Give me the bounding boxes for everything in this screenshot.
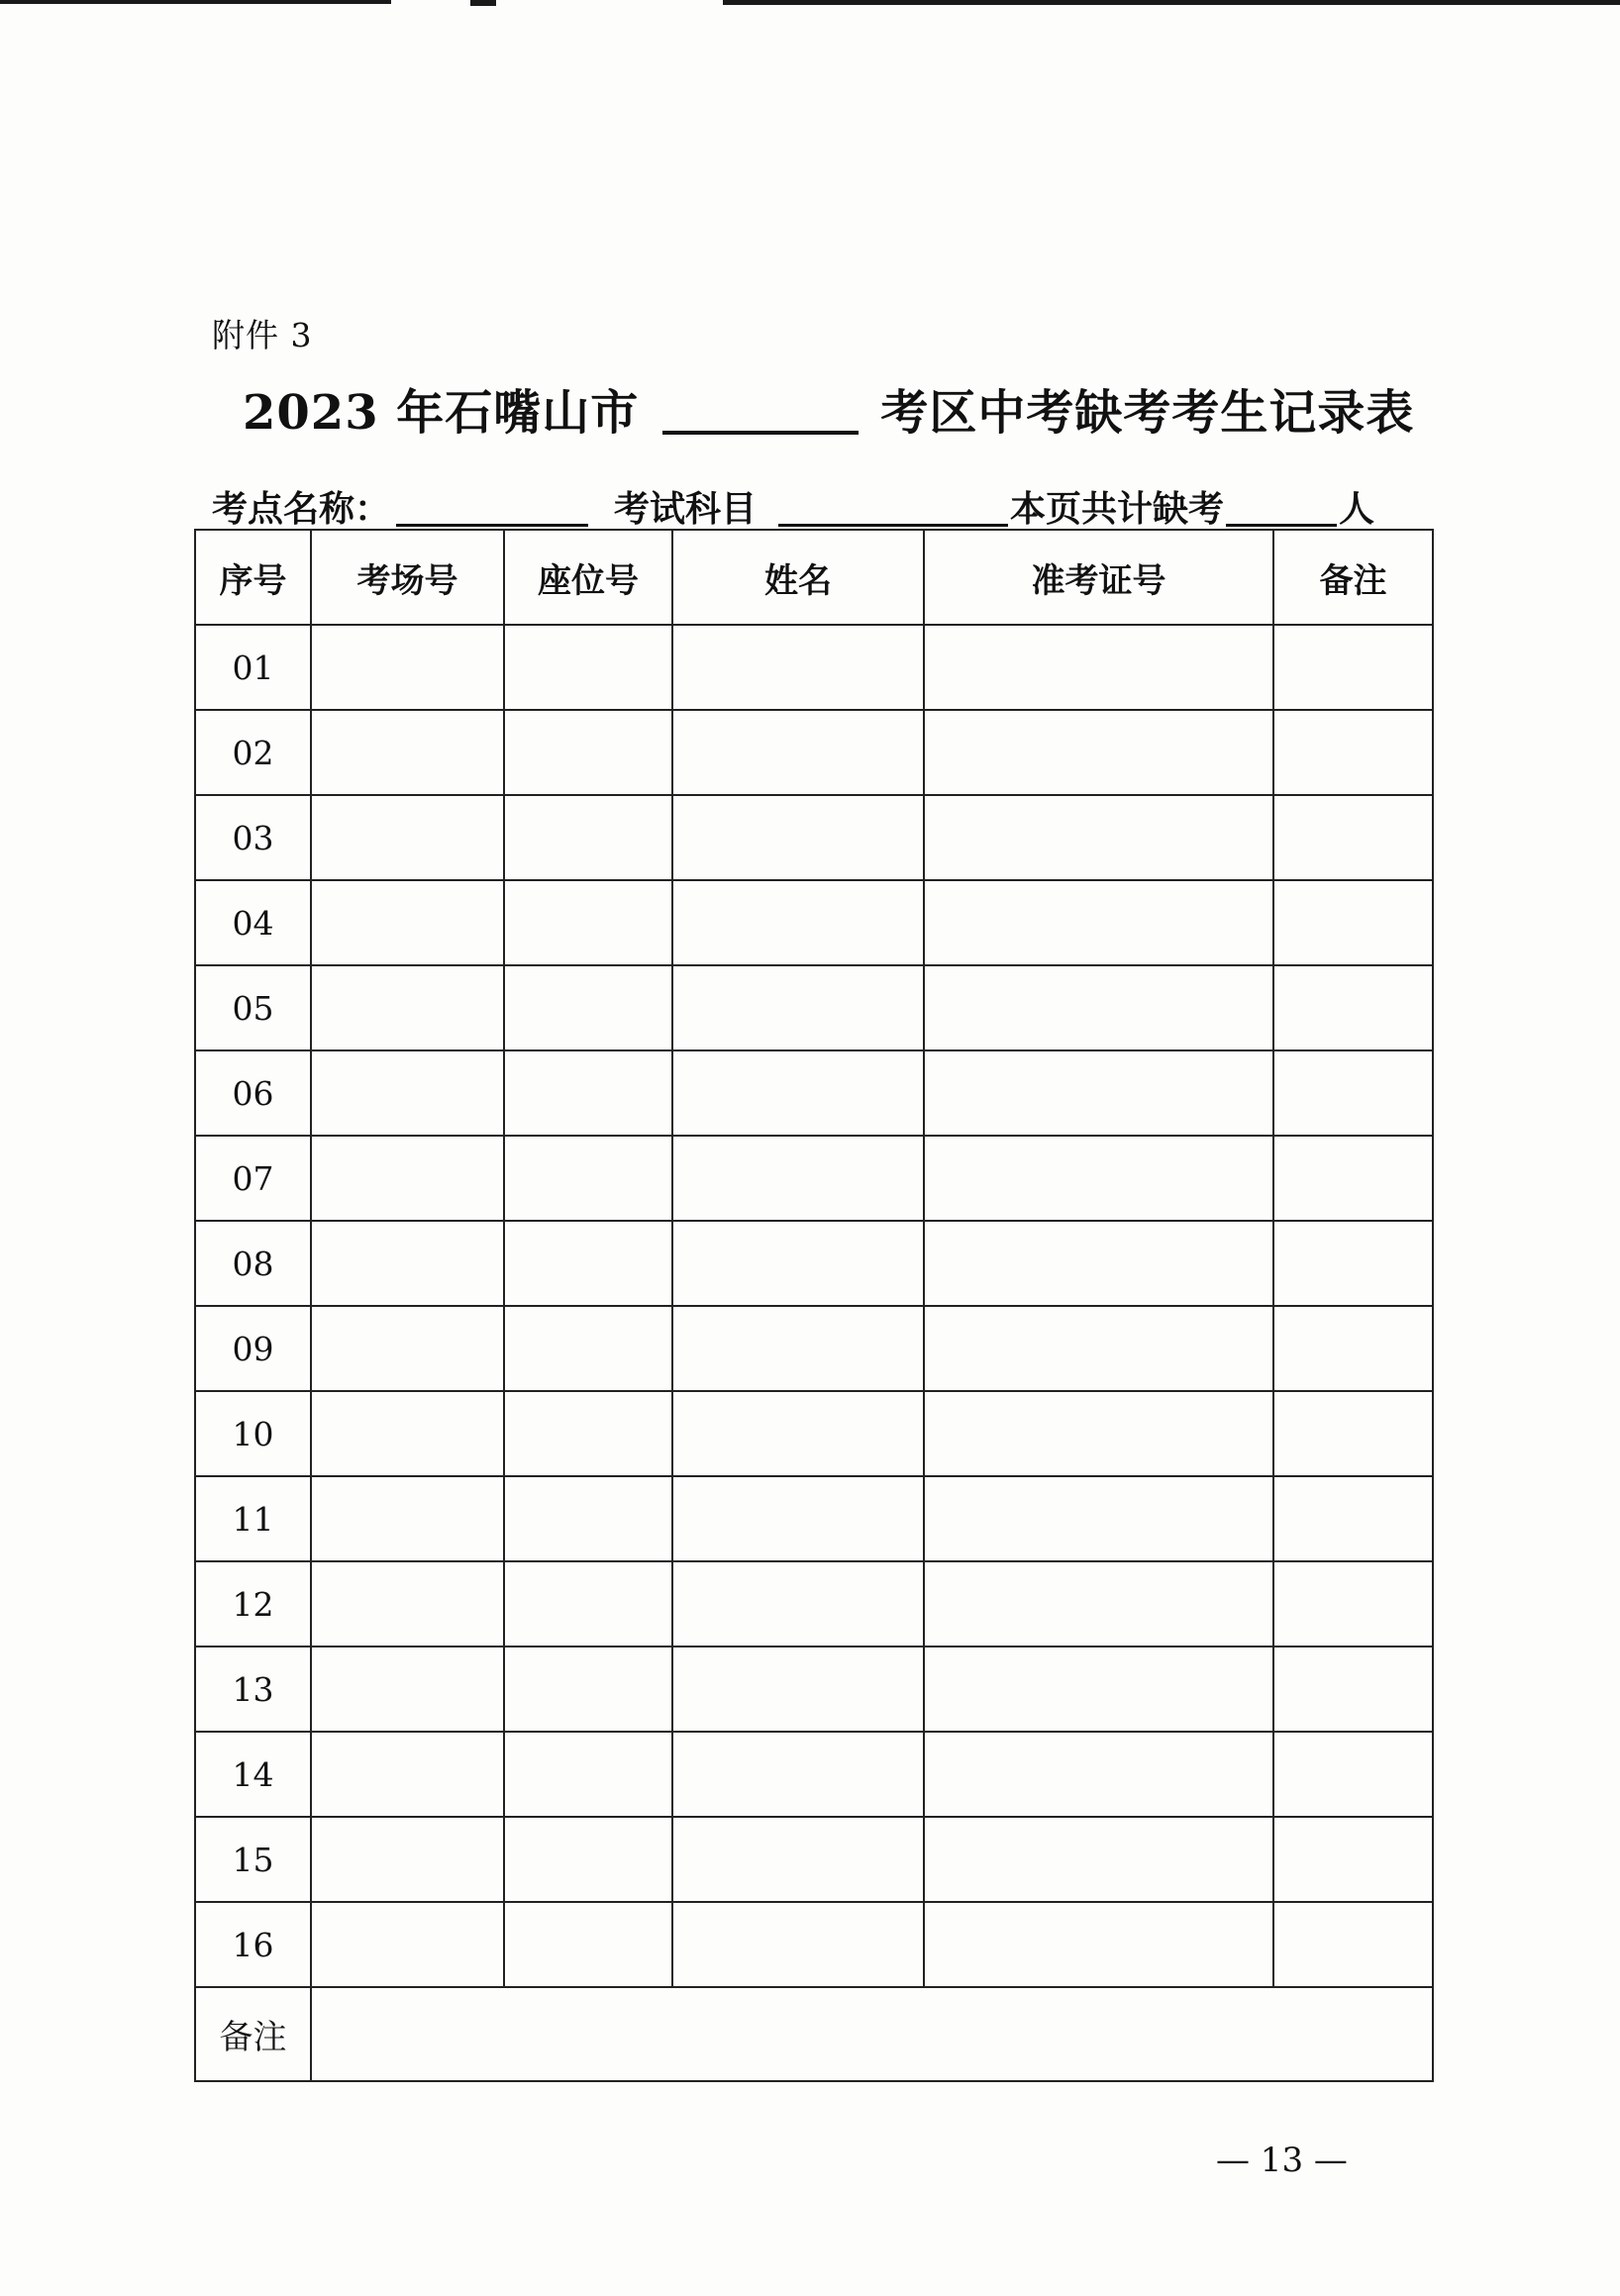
admission-number-cell[interactable] [924, 1647, 1273, 1732]
absent-count-blank[interactable] [1226, 492, 1337, 527]
remarks-row [195, 1987, 1433, 2081]
seat-cell[interactable] [504, 965, 672, 1050]
table-row [195, 1391, 1433, 1476]
notes-cell[interactable] [1273, 1391, 1433, 1476]
exam-site-label: 考点名称： [212, 488, 391, 530]
seq-cell: 08 [195, 1221, 311, 1306]
seat-cell[interactable] [504, 1136, 672, 1221]
seat-cell[interactable] [504, 1561, 672, 1647]
seq-cell: 05 [195, 965, 311, 1050]
table-body [195, 625, 1433, 1987]
scan-edge-mark [470, 0, 496, 6]
name-cell[interactable] [672, 880, 924, 965]
table-row [195, 625, 1433, 710]
admission-number-cell[interactable] [924, 965, 1273, 1050]
table-row [195, 1732, 1433, 1817]
seat-cell[interactable] [504, 795, 672, 880]
admission-number-cell[interactable] [924, 1306, 1273, 1391]
header-seq: 序号 [195, 530, 311, 625]
header-seat: 座位号 [504, 530, 672, 625]
admission-number-cell[interactable] [924, 625, 1273, 710]
notes-cell[interactable] [1273, 880, 1433, 965]
name-cell[interactable] [672, 1306, 924, 1391]
name-cell[interactable] [672, 1221, 924, 1306]
seat-cell[interactable] [504, 1221, 672, 1306]
table-row [195, 1817, 1433, 1902]
scan-edge-mark [0, 0, 391, 4]
notes-cell[interactable] [1273, 1136, 1433, 1221]
title-suffix: 考区中考缺考考生记录表 [880, 385, 1415, 441]
notes-cell[interactable] [1273, 710, 1433, 795]
table-row [195, 710, 1433, 795]
seq-cell: 04 [195, 880, 311, 965]
absence-record-table [194, 529, 1434, 2082]
room-cell[interactable] [311, 625, 504, 710]
admission-number-cell[interactable] [924, 880, 1273, 965]
name-cell[interactable] [672, 965, 924, 1050]
room-cell[interactable] [311, 965, 504, 1050]
exam-site-blank[interactable] [396, 492, 588, 527]
notes-cell[interactable] [1273, 1817, 1433, 1902]
notes-cell[interactable] [1273, 1647, 1433, 1732]
room-cell[interactable] [311, 1561, 504, 1647]
name-cell[interactable] [672, 1136, 924, 1221]
room-cell[interactable] [311, 880, 504, 965]
seq-cell: 09 [195, 1306, 311, 1391]
table-row [195, 1476, 1433, 1561]
name-cell[interactable] [672, 710, 924, 795]
table-header-row [195, 530, 1433, 625]
seat-cell[interactable] [504, 1647, 672, 1732]
scan-edge-mark [723, 0, 1620, 5]
seat-cell[interactable] [504, 1817, 672, 1902]
district-blank[interactable] [662, 391, 859, 435]
table-row [195, 1306, 1433, 1391]
header-admission-number: 准考证号 [924, 530, 1273, 625]
seat-cell[interactable] [504, 710, 672, 795]
notes-cell[interactable] [1273, 1732, 1433, 1817]
room-cell[interactable] [311, 1817, 504, 1902]
notes-cell[interactable] [1273, 1902, 1433, 1987]
name-cell[interactable] [672, 625, 924, 710]
seq-cell: 10 [195, 1391, 311, 1476]
admission-number-cell[interactable] [924, 1817, 1273, 1902]
notes-cell[interactable] [1273, 1306, 1433, 1391]
table-row [195, 1647, 1433, 1732]
seat-cell[interactable] [504, 1732, 672, 1817]
seq-cell: 07 [195, 1136, 311, 1221]
header-notes: 备注 [1273, 530, 1433, 625]
page-number: — 13 — [1216, 2141, 1348, 2180]
notes-cell[interactable] [1273, 1050, 1433, 1136]
table-row [195, 1561, 1433, 1647]
name-cell[interactable] [672, 795, 924, 880]
table-row [195, 880, 1433, 965]
seat-cell[interactable] [504, 1476, 672, 1561]
seq-cell: 16 [195, 1902, 311, 1987]
room-cell[interactable] [311, 1647, 504, 1732]
name-cell[interactable] [672, 1561, 924, 1647]
room-cell[interactable] [311, 1902, 504, 1987]
seq-cell: 02 [195, 710, 311, 795]
subject-label: 考试科目 [614, 488, 758, 530]
remarks-cell[interactable] [311, 1987, 1433, 2081]
room-cell[interactable] [311, 1391, 504, 1476]
notes-cell[interactable] [1273, 1476, 1433, 1561]
document-title [243, 374, 1414, 443]
unit-label: 人 [1339, 488, 1375, 530]
table-row [195, 1902, 1433, 1987]
admission-number-cell[interactable] [924, 1050, 1273, 1136]
name-cell[interactable] [672, 1902, 924, 1987]
notes-cell[interactable] [1273, 795, 1433, 880]
table-row [195, 1221, 1433, 1306]
room-cell[interactable] [311, 795, 504, 880]
seat-cell[interactable] [504, 1902, 672, 1987]
seq-cell: 01 [195, 625, 311, 710]
seq-cell: 15 [195, 1817, 311, 1902]
room-cell[interactable] [311, 1732, 504, 1817]
seq-cell: 13 [195, 1647, 311, 1732]
notes-cell[interactable] [1273, 965, 1433, 1050]
room-cell[interactable] [311, 1306, 504, 1391]
seq-cell: 11 [195, 1476, 311, 1561]
name-cell[interactable] [672, 1050, 924, 1136]
seat-cell[interactable] [504, 1050, 672, 1136]
seq-cell: 06 [195, 1050, 311, 1136]
seq-cell: 03 [195, 795, 311, 880]
notes-cell[interactable] [1273, 625, 1433, 710]
admission-number-cell[interactable] [924, 1221, 1273, 1306]
attachment-label: 附件 3 [212, 316, 313, 354]
table-row [195, 1050, 1433, 1136]
meta-line [212, 481, 1374, 532]
subject-blank[interactable] [778, 492, 1008, 527]
name-cell[interactable] [672, 1732, 924, 1817]
table-row [195, 1136, 1433, 1221]
seat-cell[interactable] [504, 1306, 672, 1391]
room-cell[interactable] [311, 1476, 504, 1561]
admission-number-cell[interactable] [924, 710, 1273, 795]
remarks-label: 备注 [195, 1987, 311, 2081]
admission-number-cell[interactable] [924, 1902, 1273, 1987]
seq-cell: 14 [195, 1732, 311, 1817]
seat-cell[interactable] [504, 1391, 672, 1476]
room-cell[interactable] [311, 710, 504, 795]
name-cell[interactable] [672, 1391, 924, 1476]
table-row [195, 965, 1433, 1050]
header-room: 考场号 [311, 530, 504, 625]
notes-cell[interactable] [1273, 1561, 1433, 1647]
notes-cell[interactable] [1273, 1221, 1433, 1306]
page-total-label: 本页共计缺考 [1010, 488, 1225, 530]
admission-number-cell[interactable] [924, 1136, 1273, 1221]
admission-number-cell[interactable] [924, 1732, 1273, 1817]
room-cell[interactable] [311, 1050, 504, 1136]
name-cell[interactable] [672, 1476, 924, 1561]
admission-number-cell[interactable] [924, 1476, 1273, 1561]
name-cell[interactable] [672, 1817, 924, 1902]
admission-number-cell[interactable] [924, 1391, 1273, 1476]
title-prefix: 2023 年石嘴山市 [243, 385, 640, 441]
room-cell[interactable] [311, 1221, 504, 1306]
room-cell[interactable] [311, 1136, 504, 1221]
name-cell[interactable] [672, 1647, 924, 1732]
admission-number-cell[interactable] [924, 795, 1273, 880]
seat-cell[interactable] [504, 625, 672, 710]
header-name: 姓名 [672, 530, 924, 625]
table-row [195, 795, 1433, 880]
seat-cell[interactable] [504, 880, 672, 965]
admission-number-cell[interactable] [924, 1561, 1273, 1647]
seq-cell: 12 [195, 1561, 311, 1647]
